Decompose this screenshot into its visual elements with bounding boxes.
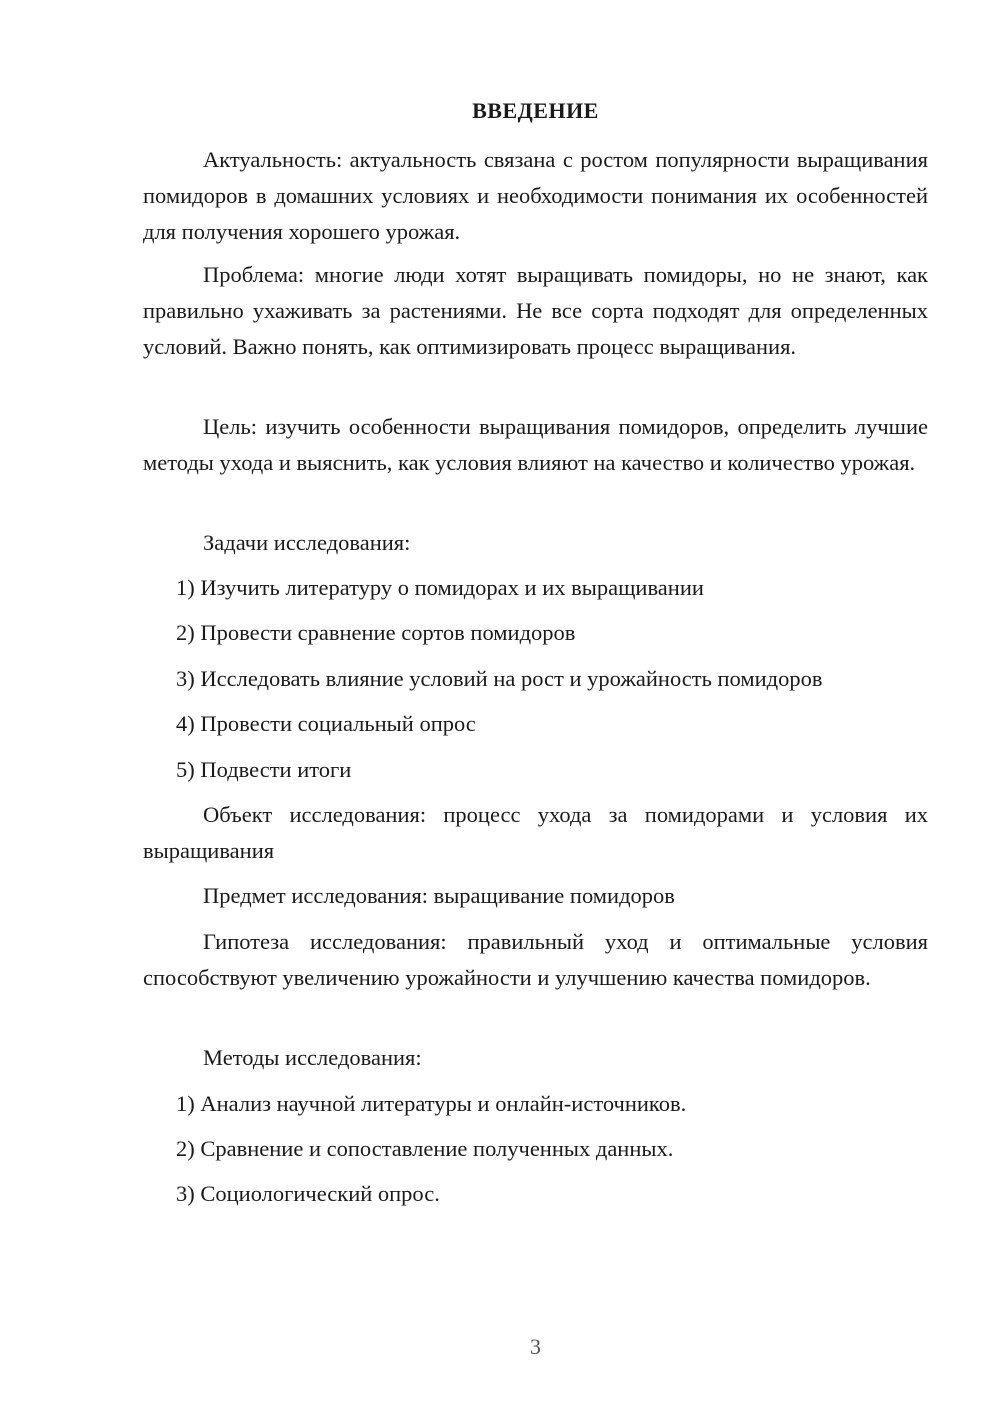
method-item-3: 3) Социологический опрос. (176, 1181, 440, 1206)
problem-paragraph: Проблема: многие люди хотят выращивать помидоры, но не знают, как правильно ухаживать за растениями. Не все сорта подходят для определенных условий. Важно понять, как оптимизировать процесс выращивания. (143, 262, 928, 359)
object-paragraph: Объект исследования: процесс ухода за помидорами и условия их выращивания (143, 802, 928, 863)
task-item-5: 5) Подвести итоги (176, 757, 352, 782)
task-item-1: 1) Изучить литературу о помидорах и их выращивании (176, 575, 704, 600)
goal-paragraph: Цель: изучить особенности выращивания помидоров, определить лучшие методы ухода и выяснить, как условия влияют на качество и количество урожая. (143, 414, 928, 475)
task-item-2: 2) Провести сравнение сортов помидоров (176, 620, 576, 645)
methods-heading: Методы исследования: (203, 1045, 422, 1070)
relevance-paragraph: Актуальность: актуальность связана с ростом популярности выращивания помидоров в домашних условиях и необходимости понимания их особенностей для получения хорошего урожая. (143, 147, 928, 244)
page-number: 3 (530, 1334, 541, 1359)
document-page (143, 0, 928, 1414)
tasks-heading: Задачи исследования: (203, 530, 411, 555)
task-item-4: 4) Провести социальный опрос (176, 711, 476, 736)
section-title: ВВЕДЕНИЕ (472, 98, 599, 123)
hypothesis-paragraph: Гипотеза исследования: правильный уход и оптимальные условия способствуют увеличению урожайности и улучшению качества помидоров. (143, 929, 928, 990)
subject-paragraph: Предмет исследования: выращивание помидоров (203, 883, 675, 908)
method-item-1: 1) Анализ научной литературы и онлайн-источников. (176, 1091, 687, 1116)
task-item-3: 3) Исследовать влияние условий на рост и урожайность помидоров (176, 666, 823, 691)
method-item-2: 2) Сравнение и сопоставление полученных данных. (176, 1136, 674, 1161)
